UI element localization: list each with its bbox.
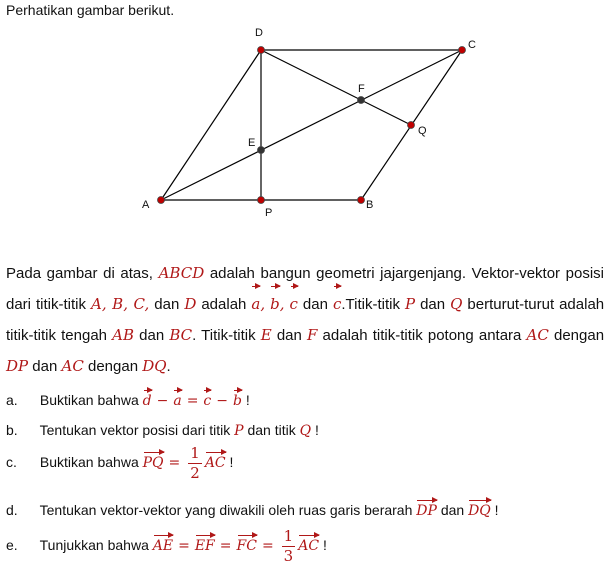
math-q: Q: [450, 295, 463, 313]
question-b: b. Tentukan vektor posisi dari titik P dan titik Q !: [6, 422, 319, 439]
math-p: P: [404, 295, 416, 313]
math-ab: AB: [112, 326, 135, 344]
math-dp: DP: [6, 357, 29, 375]
label-p: P: [265, 207, 273, 219]
vector-b: b: [270, 289, 280, 319]
math-dq: DQ: [142, 357, 167, 375]
label-d: D: [255, 27, 263, 39]
label-b: B: [366, 199, 374, 211]
math-bc: BC: [169, 326, 193, 344]
point-d: [258, 47, 265, 54]
question-d: d. Tentukan vektor-vektor yang diwakili oleh ruas garis berarah DP dan DQ !: [6, 502, 499, 519]
line-ac: [161, 50, 462, 200]
vector-a: a: [251, 289, 260, 319]
question-e: e. Tunjukkan bahwa AE = EF = FC = $\frac{1}{3}$ AC !: [6, 527, 327, 565]
vector-c-2: c: [333, 289, 341, 319]
math-d: D: [184, 295, 197, 313]
math-points: A, B, C,: [91, 295, 150, 313]
math-f: F: [306, 326, 318, 344]
label-q: Q: [418, 125, 427, 137]
parallelogram-figure: [0, 0, 609, 240]
label-e: E: [248, 137, 256, 149]
point-p: [258, 197, 265, 204]
point-e: [258, 147, 265, 154]
label-a: A: [142, 199, 150, 211]
label-f: F: [358, 83, 365, 95]
math-ac: AC: [526, 326, 549, 344]
line-dq: [261, 50, 411, 125]
point-b: [358, 197, 365, 204]
question-a: a. Buktikan bahwa d − a = c − b !: [6, 392, 250, 409]
math-abcd: ABCD: [158, 264, 205, 282]
math-ac-2: AC: [61, 357, 84, 375]
point-f: [358, 97, 365, 104]
point-q: [408, 122, 415, 129]
intro-text: Perhatikan gambar berikut.: [6, 2, 175, 18]
label-c: C: [468, 39, 476, 51]
point-a: [158, 197, 165, 204]
question-c: c. Buktikan bahwa PQ = $\frac{1}{2}$ AC !: [6, 444, 234, 482]
point-c: [459, 47, 466, 54]
math-e: E: [260, 326, 272, 344]
vector-c: c: [290, 289, 298, 319]
line-da: [161, 50, 261, 200]
problem-paragraph: Pada gambar di atas, ABCD adalah bangun geometri jajargenjang. Vektor-vektor posisi dari titik-titik A, B, C, dan D adalah a, b, c dan c.Titik-titik P dan Q berturut-turut adalah titik-titik tengah AB dan BC. Titik-titik E dan F adalah titik-titik potong antara AC dengan DP dan AC dengan DQ.: [6, 264, 605, 375]
